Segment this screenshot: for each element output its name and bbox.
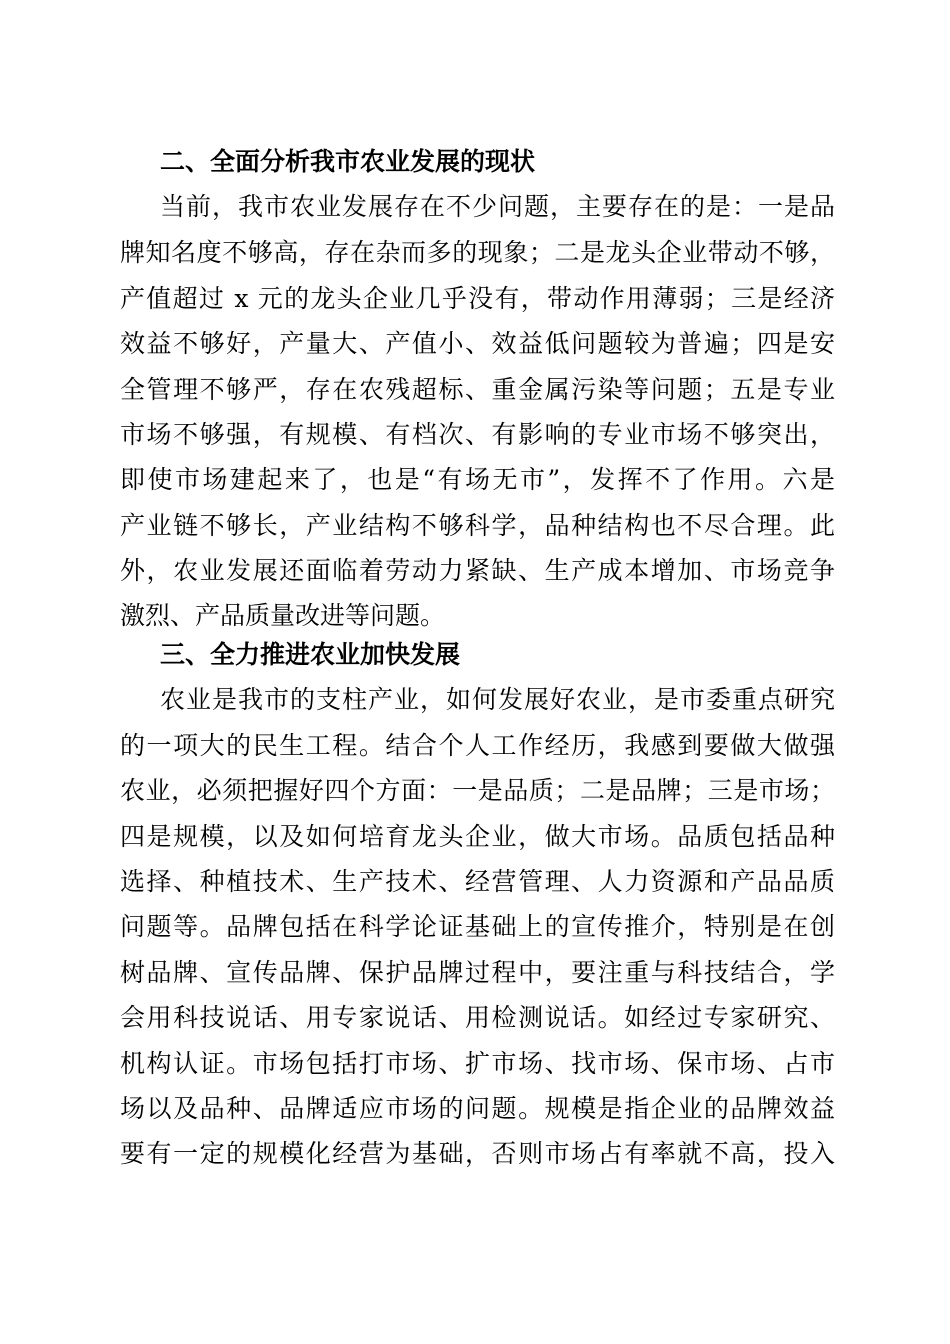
paragraph-line: 要有一定的规模化经营为基础，否则市场占有率就不高，投入 [120, 1139, 835, 1168]
paragraph-line: 选择、种植技术、生产技术、经营管理、人力资源和产品品质 [120, 867, 835, 896]
section-2-heading: 二、全面分析我市农业发展的现状 [160, 147, 536, 176]
paragraph-line: 牌知名度不够高，存在杂而多的现象；二是龙头企业带动不够， [120, 238, 835, 267]
paragraph-line: 树品牌、宣传品牌、保护品牌过程中，要注重与科技结合，学 [120, 958, 835, 987]
paragraph-line: 产业链不够长，产业结构不够科学，品种结构也不尽合理。此 [120, 511, 835, 540]
paragraph-line: 场以及品种、品牌适应市场的问题。规模是指企业的品牌效益 [120, 1094, 835, 1123]
paragraph-line: 当前，我市农业发展存在不少问题，主要存在的是：一是品 [160, 192, 835, 221]
paragraph-line: 激烈、产品质量改进等问题。 [120, 601, 446, 630]
section-3-heading: 三、全力推进农业加快发展 [160, 640, 461, 669]
paragraph-line: 会用科技说话、用专家说话、用检测说话。如经过专家研究、 [120, 1003, 835, 1032]
paragraph-line: 农业，必须把握好四个方面：一是品质；二是品牌；三是市场； [120, 776, 835, 805]
paragraph-line: 机构认证。市场包括打市场、扩市场、找市场、保市场、占市 [120, 1049, 835, 1078]
paragraph-line: 问题等。品牌包括在科学论证基础上的宣传推介，特别是在创 [120, 912, 835, 941]
paragraph-line: 的一项大的民生工程。结合个人工作经历，我感到要做大做强 [120, 731, 835, 760]
paragraph-line: 全管理不够严，存在农残超标、重金属污染等问题；五是专业 [120, 375, 835, 404]
paragraph-line: 效益不够好，产量大、产值小、效益低问题较为普遍；四是安 [120, 329, 835, 358]
paragraph-line: 即使市场建起来了，也是“有场无市”，发挥不了作用。六是 [120, 465, 835, 494]
paragraph-line: 四是规模，以及如何培育龙头企业，做大市场。品质包括品种 [120, 822, 835, 851]
paragraph-line: 农业是我市的支柱产业，如何发展好农业，是市委重点研究 [160, 685, 835, 714]
paragraph-line: 外，农业发展还面临着劳动力紧缺、生产成本增加、市场竞争 [120, 556, 835, 585]
paragraph-line: 市场不够强，有规模、有档次、有影响的专业市场不够突出， [120, 420, 835, 449]
paragraph-line: 产值超过 x 元的龙头企业几乎没有，带动作用薄弱；三是经济 [120, 284, 835, 313]
